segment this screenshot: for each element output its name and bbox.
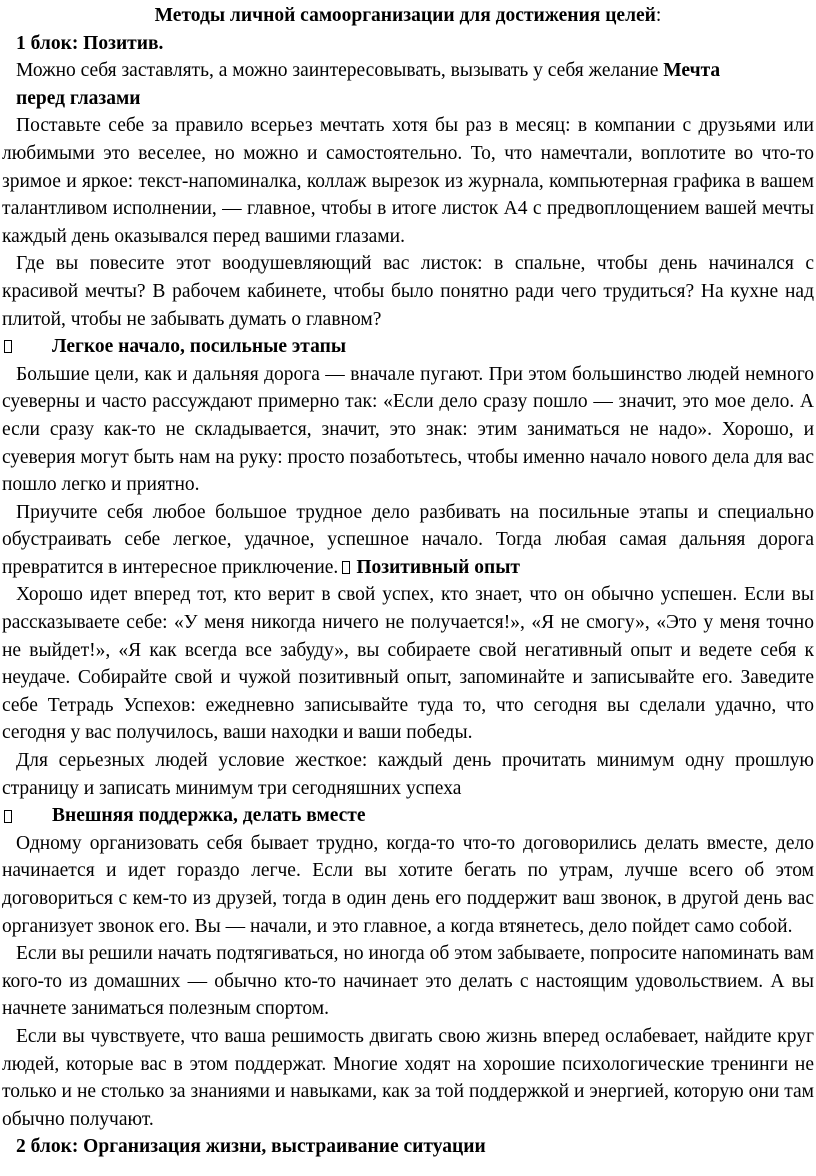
easy-start-paragraph-1: Большие цели, как и дальняя дорога — вначале пугают. При этом большинство людей немного суеверны и часто рассуждают примерно так: «Если дело сразу пошло — значит, это мое дело. А если сразу как-то не складывается, значит, это знак: этим заниматься не надо». Хорошо, и суеверия могут быть нам на руку: просто позаботьтесь, чтобы именно начало нового дела для вас пошло легко и приятно. — [2, 363, 814, 496]
support-paragraph-3: Если вы чувствуете, что ваша решимость двигать свою жизнь вперед ослабевает, найдите круг людей, которые вас в этом поддержат. Многие ходят на хорошие психологические тренинги не только и не столько за знаниями и навыками, как за той поддержкой и энергией, которую они там обычно получают. — [2, 1025, 814, 1130]
positive-experience-paragraph-2: Для серьезных людей условие жесткое: каждый день прочитать минимум одну прошлую страницу и записать минимум три сегодняшних успеха — [2, 750, 814, 799]
block2-heading: 2 блок: Организация жизни, выстраивание ситуации — [16, 1136, 486, 1158]
support-paragraph-1: Одному организовать себя бывает трудно, когда-то что-то договорились делать вместе, дело начинается и идет гораздо легче. Если вы хотите бегать по утрам, лучше всего об этом договориться с кем-то из друзей, тогда в один день его поддержит ваш звонок, в другой день вас организует звонок его. Вы — начали, и это главное, а когда втянетесь, дело пойдет само собой. — [2, 832, 814, 937]
easy-start-paragraph-2 — [2, 499, 814, 582]
document-title-colon: : — [655, 5, 662, 26]
block1-paragraph-1: Поставьте себе за правило всерьез мечтать хотя бы раз в месяц: в компании с друзьями или любимыми это веселее, но можно и самостоятельно. То, что намечтали, воплотите во что-то зримое и яркое: текст-напоминалка, коллаж вырезок из журнала, компьютерная графика в вашем талантливом исполнении, — главное, чтобы в итоге листок А4 с предвоплощением вашей мечты каждый день оказывался перед вашими глазами. — [2, 115, 814, 247]
block1-intro-text: Можно себя заставлять, а можно заинтересовывать, вызывать у себя желание — [16, 60, 664, 82]
easy-start-heading-text: Легкое начало, посильные этапы — [52, 336, 347, 358]
bullet-box-icon — [342, 561, 350, 574]
document-title — [2, 2, 814, 30]
bullet-box-icon — [4, 340, 12, 353]
positive-experience-paragraph-1: Хорошо идет вперед тот, кто верит в свой успех, кто знает, что он обычно успешен. Если вы рассказываете себе: «У меня никогда ничего не получается!», «Я не смогу», «Это у меня точно не выйдет!», «Я как всегда все забуду», вы собираете свой негативный опыт и ведете себя к неудаче. Собирайте свой и чужой позитивный опыт, запоминайте и записывайте его. Заведите себе Тетрадь Успехов: ежедневно записывайте туда то, что сегодня вы сделали удачно, что сегодня у вас получилось, ваши находки и ваши победы. — [2, 584, 814, 744]
support-paragraph-2: Если вы решили начать подтягиваться, но иногда об этом забываете, попросите напоминать вам кого-то из домашних — обычно кто-то начинает это делать с настоящим удовольствием. А вы начнете заниматься полезным спортом. — [2, 943, 814, 1020]
easy-start-heading — [2, 333, 814, 361]
block1-intro-bold: Мечта перед глазами — [16, 60, 721, 109]
support-heading-text: Внешняя поддержка, делать вместе — [52, 805, 366, 827]
document-title-text: Методы личной самоорганизации для достижения целей — [154, 5, 656, 26]
easy-start-paragraph-2-text: Приучите себя любое большое трудное дело разбивать на посильные этапы и специально обустраивать себе легкое, удачное, успешное начало. Тогда любая самая дальняя дорога превратится в интересное приключение. — [2, 501, 814, 578]
block1-intro — [2, 57, 814, 112]
block1-paragraph-2: Где вы повесите этот воодушевляющий вас листок: в спальне, чтобы день начинался с красивой мечты? В рабочем кабинете, чтобы было понятно ради чего трудиться? На кухне над плитой, чтобы не забывать думать о главном? — [2, 253, 814, 330]
positive-experience-heading: Позитивный опыт — [356, 556, 521, 578]
bullet-box-icon — [4, 810, 12, 823]
support-heading — [2, 802, 814, 830]
block1-heading: 1 блок: Позитив. — [16, 32, 164, 54]
